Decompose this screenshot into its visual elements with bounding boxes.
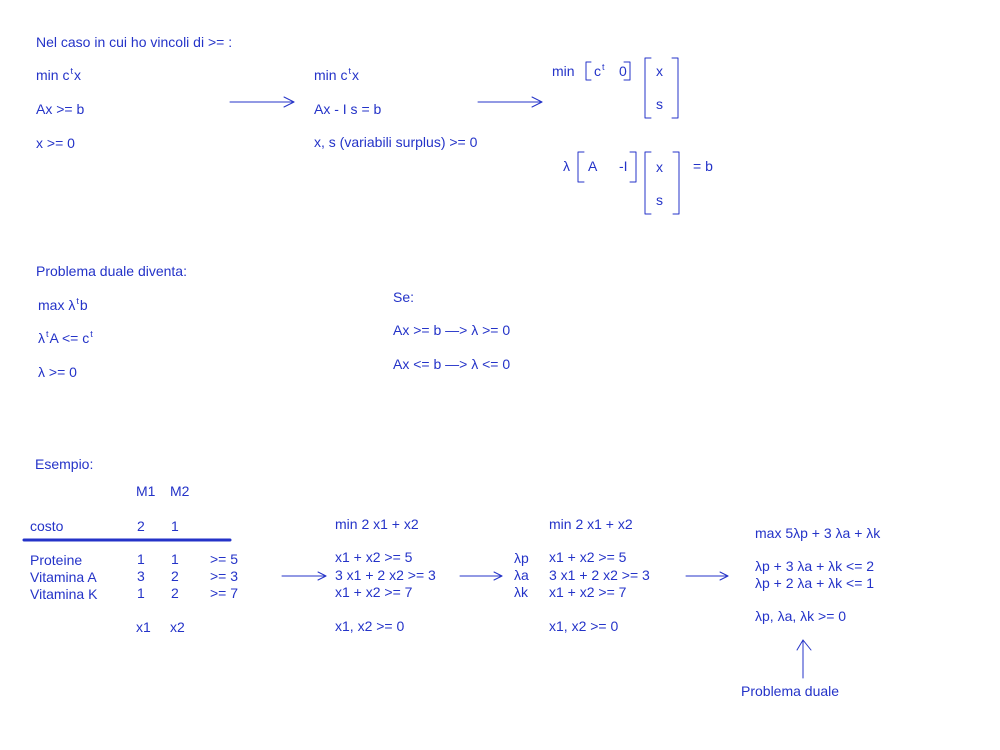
dual-constraint-sup2: t bbox=[90, 329, 93, 339]
table-row-bound: >= 3 bbox=[210, 568, 239, 584]
table-row-name: Proteine bbox=[30, 552, 83, 568]
dual-problem-constraint: λp + 2 λa + λk <= 1 bbox=[755, 575, 875, 591]
dual-problem-nonneg: λp, λa, λk >= 0 bbox=[755, 608, 847, 624]
table-row-m1: 1 bbox=[137, 551, 145, 567]
example-heading: Esempio: bbox=[35, 456, 94, 472]
dual-heading: Problema duale diventa: bbox=[36, 263, 187, 279]
dual-objective-max: max λ bbox=[38, 297, 76, 313]
arrow-example-1 bbox=[282, 572, 326, 580]
dual-constraint-sup1: t bbox=[46, 329, 49, 339]
dual-problem-caption: Problema duale bbox=[741, 683, 840, 699]
table-row-name: Vitamina A bbox=[30, 569, 97, 585]
arrow-example-2 bbox=[460, 572, 502, 580]
dual-problem-constraint: λp + 3 λa + λk <= 2 bbox=[755, 558, 875, 574]
dual-problem-objective: max 5λp + 3 λa + λk bbox=[755, 525, 881, 541]
table-row-bound: >= 7 bbox=[210, 585, 239, 601]
table-row-m2: 1 bbox=[171, 551, 179, 567]
bracket-right-matrix bbox=[630, 152, 636, 182]
intro-col3-c-sup: t bbox=[602, 62, 605, 72]
intro-col2-min: min c bbox=[314, 67, 348, 83]
intro-col2-x: x bbox=[351, 67, 359, 83]
bracket-left-col-vector bbox=[645, 58, 651, 118]
intro-col1-min: min c bbox=[36, 67, 70, 83]
primal-objective: min 2 x1 + x2 bbox=[335, 516, 419, 532]
intro-col3-vec-x: x bbox=[656, 63, 663, 79]
intro-col1-nonneg: x >= 0 bbox=[36, 135, 75, 151]
primal2-nonneg: x1, x2 >= 0 bbox=[549, 618, 619, 634]
arrow-example-3 bbox=[686, 572, 728, 580]
table-cost-m1: 2 bbox=[137, 518, 145, 534]
primal2-constraint: x1 + x2 >= 5 bbox=[549, 549, 627, 565]
intro-col2-nonneg: x, s (variabili surplus) >= 0 bbox=[314, 134, 478, 150]
intro-col3-vec2-s: s bbox=[656, 192, 663, 208]
bracket-left-matrix bbox=[578, 152, 584, 182]
table-row-name: Vitamina K bbox=[30, 586, 98, 602]
intro-col2-sup: t bbox=[348, 66, 351, 76]
primal2-objective: min 2 x1 + x2 bbox=[549, 516, 633, 532]
table-col-header-m1: M1 bbox=[136, 483, 156, 499]
dual-objective-b: b bbox=[79, 297, 88, 313]
intro-col3-min: min bbox=[552, 63, 575, 79]
rule-1: Ax >= b —> λ >= 0 bbox=[393, 322, 511, 338]
primal-constraint: 3 x1 + 2 x2 >= 3 bbox=[335, 567, 436, 583]
intro-col3-lambda: λ bbox=[563, 158, 570, 174]
primal-nonneg: x1, x2 >= 0 bbox=[335, 618, 405, 634]
bracket-right-col-vector-2 bbox=[673, 152, 679, 214]
bracket-left-row-vector bbox=[586, 62, 591, 80]
intro-col3-vec2-x: x bbox=[656, 159, 663, 175]
intro-col3-mat-negi: -I bbox=[619, 158, 628, 174]
intro-col3-equals-b: = b bbox=[693, 158, 713, 174]
rule-2: Ax <= b —> λ <= 0 bbox=[393, 356, 511, 372]
dual-constraint bbox=[38, 330, 94, 348]
dual-constraint-lambda: λ bbox=[38, 330, 45, 346]
intro-col1-objective bbox=[36, 67, 81, 85]
arrow-to-caption bbox=[797, 640, 811, 678]
intro-col3-row-vector bbox=[594, 63, 606, 81]
primal2-multiplier: λp bbox=[514, 550, 529, 566]
bracket-left-col-vector-2 bbox=[645, 152, 651, 214]
primal2-constraint: 3 x1 + 2 x2 >= 3 bbox=[549, 567, 650, 583]
dual-constraint-body: A <= c bbox=[49, 330, 90, 346]
dual-nonneg: λ >= 0 bbox=[38, 364, 77, 380]
bracket-right-col-vector bbox=[672, 58, 678, 118]
intro-col1-sup: t bbox=[70, 66, 73, 76]
intro-col2-objective bbox=[314, 67, 359, 85]
intro-heading: Nel caso in cui ho vincoli di >= : bbox=[36, 34, 233, 50]
primal2-constraint: x1 + x2 >= 7 bbox=[549, 584, 627, 600]
intro-col1-x: x bbox=[73, 67, 81, 83]
table-row-m2: 2 bbox=[171, 568, 179, 584]
intro-col3-c: c bbox=[594, 63, 601, 79]
primal-constraint: x1 + x2 >= 7 bbox=[335, 584, 413, 600]
intro-col3-vec-s: s bbox=[656, 96, 663, 112]
dual-objective bbox=[38, 297, 88, 315]
table-var-x1: x1 bbox=[136, 619, 151, 635]
table-cost-label: costo bbox=[30, 518, 64, 534]
primal2-multiplier: λk bbox=[514, 584, 528, 600]
intro-col3-mat-a: A bbox=[588, 158, 598, 174]
intro-col2-constraint: Ax - I s = b bbox=[314, 101, 382, 117]
table-row-m1: 1 bbox=[137, 585, 145, 601]
intro-col1-constraint: Ax >= b bbox=[36, 101, 85, 117]
arrow-intro-2 bbox=[478, 97, 542, 107]
primal2-multiplier: λa bbox=[514, 567, 529, 583]
primal-constraint: x1 + x2 >= 5 bbox=[335, 549, 413, 565]
table-var-x2: x2 bbox=[170, 619, 185, 635]
table-row-m1: 3 bbox=[137, 568, 145, 584]
table-row-m2: 2 bbox=[171, 585, 179, 601]
dual-objective-sup: t bbox=[76, 296, 79, 306]
table-cost-m2: 1 bbox=[171, 518, 179, 534]
table-row-bound: >= 5 bbox=[210, 551, 239, 567]
se-label: Se: bbox=[393, 289, 415, 305]
intro-col3-zero: 0 bbox=[619, 63, 627, 79]
table-col-header-m2: M2 bbox=[170, 483, 190, 499]
arrow-intro-1 bbox=[230, 97, 294, 107]
